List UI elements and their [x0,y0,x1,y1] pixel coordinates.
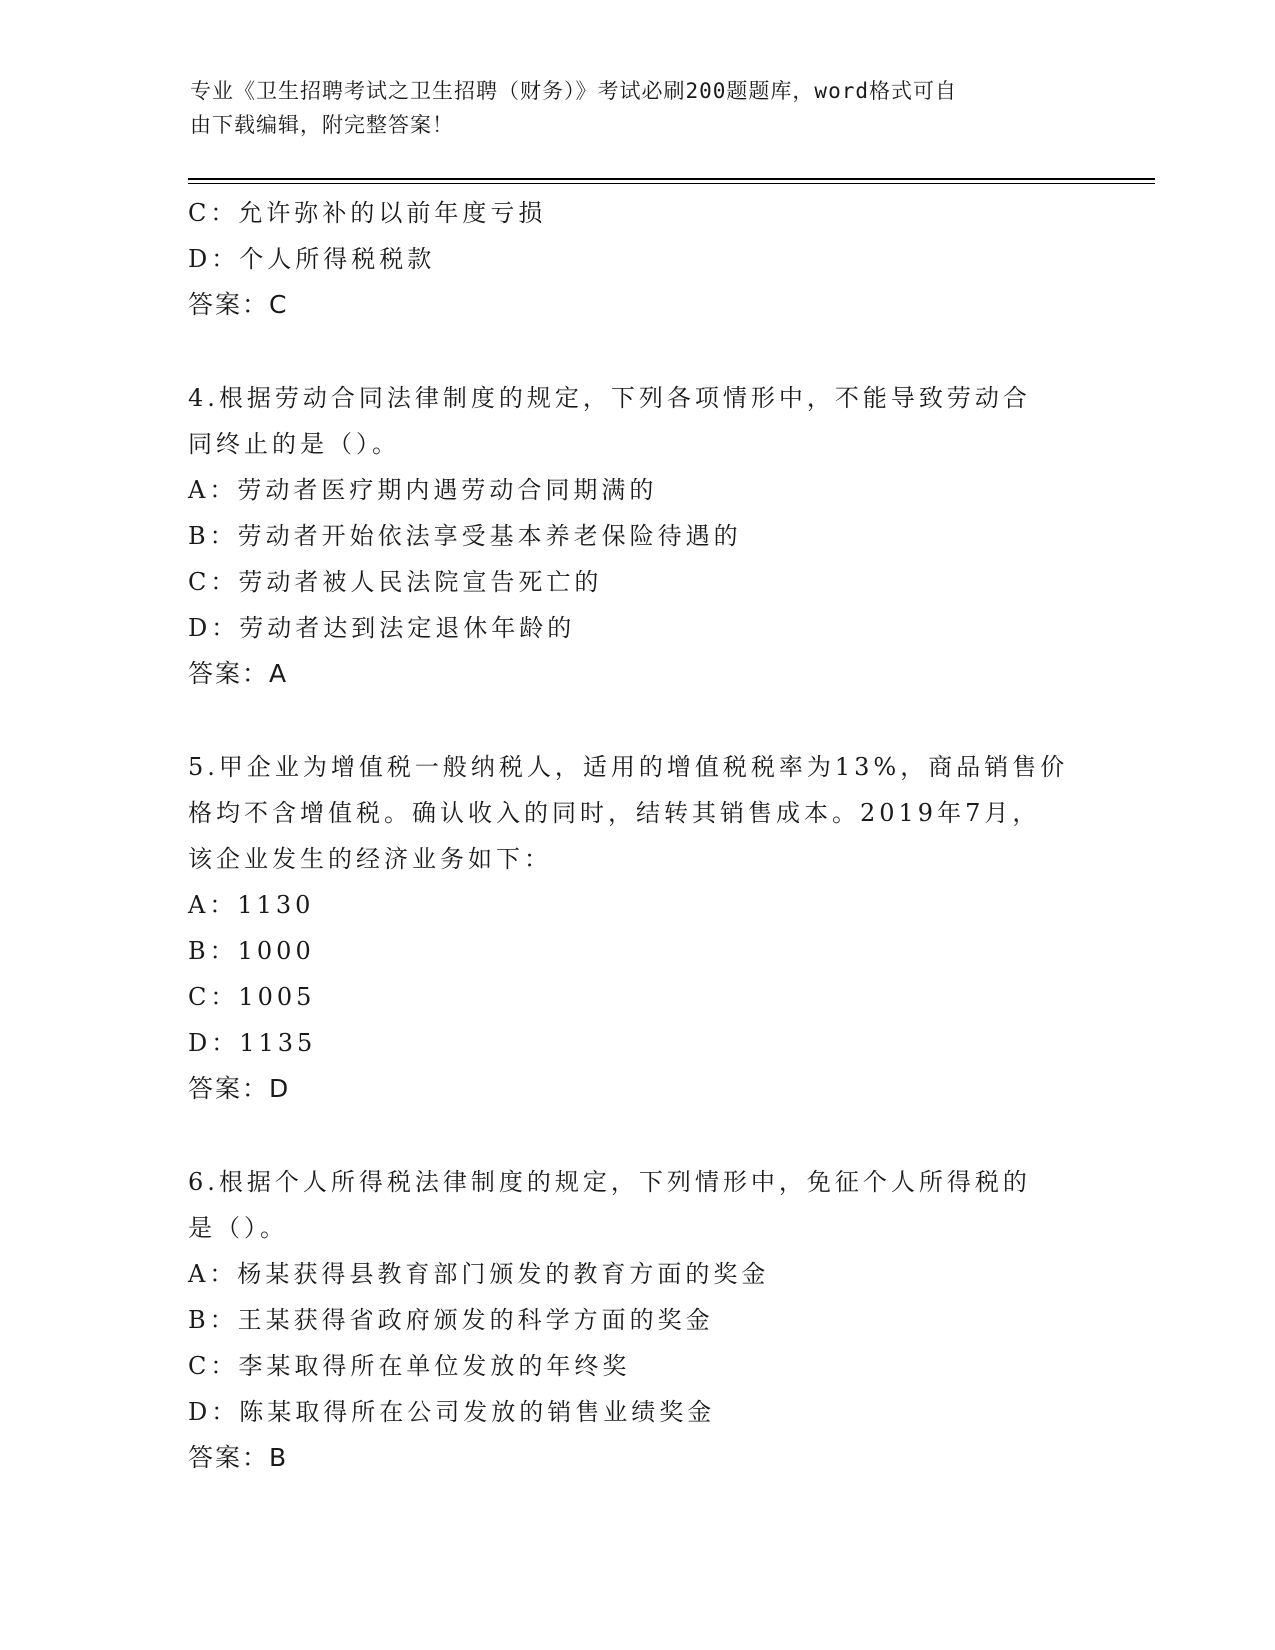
option-b: B：王某获得省政府颁发的科学方面的奖金 [188,1306,714,1334]
question-stem-line: 5.甲企业为增值税一般纳税人，适用的增值税税率为13%，商品销售价 [188,753,1069,781]
option-c: C：1005 [188,983,316,1011]
header-divider-thin [188,183,1155,184]
option-d: D：1135 [188,1029,317,1057]
question-6 [188,1159,1088,1481]
spacer [188,1112,1088,1159]
answer-line: 答案：D [188,1074,291,1103]
option-c: C：劳动者被人民法院宣告死亡的 [188,568,603,596]
option-a: A：劳动者医疗期内遇劳动合同期满的 [188,476,658,504]
option-c: C：李某取得所在单位发放的年终奖 [188,1352,631,1380]
question-stem-line: 是（）。 [188,1214,288,1242]
question-list [188,190,1088,1481]
answer-line: 答案：A [188,659,289,688]
spacer [188,697,1088,744]
question-stem-line: 6.根据个人所得税法律制度的规定，下列情形中，免征个人所得税的 [188,1168,1031,1196]
option-d: D：劳动者达到法定退休年龄的 [188,614,576,642]
header-divider-thick [188,178,1155,180]
answer-line: 答案：B [188,1443,289,1472]
option-d: D：陈某取得所在公司发放的销售业绩奖金 [188,1398,716,1426]
option-c: C：允许弥补的以前年度亏损 [188,199,547,227]
question-stem-line: 该企业发生的经济业务如下： [188,845,552,873]
question-4 [188,375,1088,697]
option-b: B：1000 [188,937,315,965]
question-stem-line: 格均不含增值税。确认收入的同时，结转其销售成本。2019年7月， [188,799,1041,827]
spacer [188,328,1088,375]
option-d: D：个人所得税税款 [188,245,436,273]
answer-line: 答案：C [188,290,289,319]
question-5 [188,744,1088,1112]
question-stem-line: 4.根据劳动合同法律制度的规定，下列各项情形中，不能导致劳动合 [188,384,1031,412]
option-b: B：劳动者开始依法享受基本养老保险待遇的 [188,522,742,550]
question-stem-line: 同终止的是（）。 [188,430,400,458]
option-a: A：1130 [188,891,315,919]
header-line-1: 专业《卫生招聘考试之卫生招聘（财务）》考试必刷200题题库，word格式可自 [190,79,957,103]
document-header [190,74,1080,142]
option-a: A：杨某获得县教育部门颁发的教育方面的奖金 [188,1260,770,1288]
question-3-tail [188,190,1088,328]
header-line-2: 由下载编辑，附完整答案！ [190,113,454,137]
